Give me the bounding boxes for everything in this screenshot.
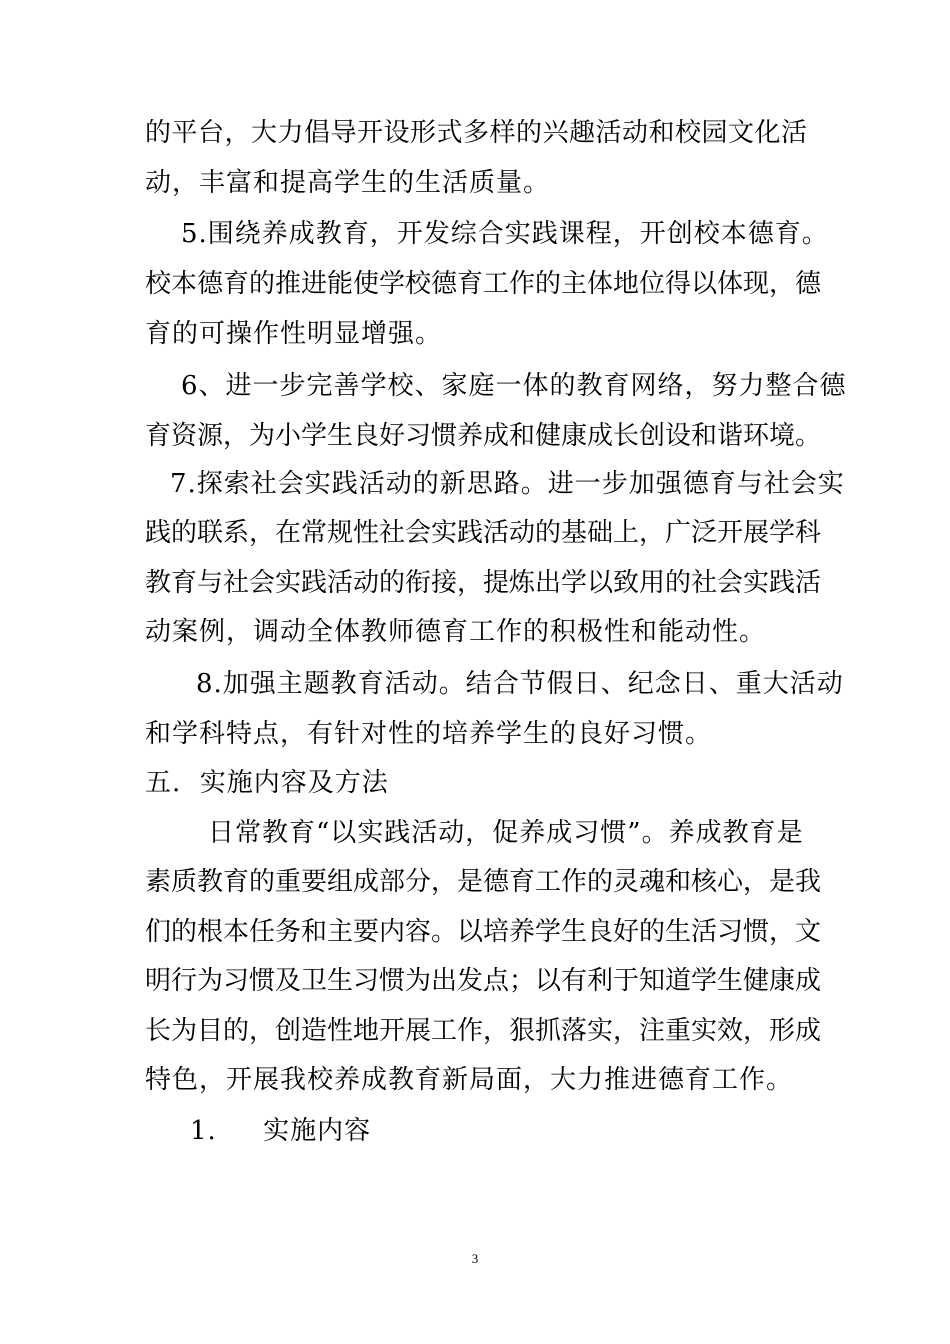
paragraph-line: 特色，开展我校养成教育新局面，大力推进德育工作。 [145, 1065, 794, 1095]
section-heading: 五. 实施内容及方法 [145, 768, 389, 798]
paragraph-line: 明行为习惯及卫生习惯为出发点；以有利于知道学生健康成 [145, 966, 822, 996]
paragraph-line: 校本德育的推进能使学校德育工作的主体地位得以体现，德 [145, 269, 822, 299]
list-item-6: 6、进一步完善学校、家庭一体的教育网络，努力整合德 [181, 371, 847, 401]
list-item-5: 5.围绕养成教育，开发综合实践课程，开创校本德育。 [181, 219, 829, 249]
paragraph-line: 育资源，为小学生良好习惯养成和健康成长创设和谐环境。 [145, 421, 822, 451]
paragraph-line: 教育与社会实践活动的衔接，提炼出学以致用的社会实践活 [145, 568, 822, 598]
page-number: 3 [471, 1251, 479, 1266]
paragraph-line: 动，丰富和提高学生的生活质量。 [145, 168, 551, 198]
paragraph-line: 长为目的，创造性地开展工作，狠抓落实，注重实效，形成 [145, 1016, 822, 1046]
paragraph-line: 育的可操作性明显增强。 [145, 319, 443, 349]
subsection-heading: 1. 实施内容 [190, 1116, 372, 1146]
list-item-7: 7.探索社会实践活动的新思路。进一步加强德育与社会实 [170, 469, 845, 499]
paragraph-line: 素质教育的重要组成部分，是德育工作的灵魂和核心，是我 [145, 867, 822, 897]
list-item-8: 8.加强主题教育活动。结合节假日、纪念日、重大活动 [196, 669, 844, 699]
paragraph-line: 们的根本任务和主要内容。以培养学生良好的生活习惯，文 [145, 917, 822, 947]
paragraph-line: 践的联系，在常规性社会实践活动的基础上，广泛开展学科 [145, 518, 822, 548]
paragraph-line: 日常教育“以实践活动，促养成习惯”。养成教育是 [208, 818, 804, 848]
paragraph-line: 的平台，大力倡导开设形式多样的兴趣活动和校园文化活 [145, 118, 807, 148]
paragraph-line: 动案例，调动全体教师德育工作的积极性和能动性。 [145, 617, 767, 647]
paragraph-line: 和学科特点，有针对性的培养学生的良好习惯。 [145, 719, 713, 749]
